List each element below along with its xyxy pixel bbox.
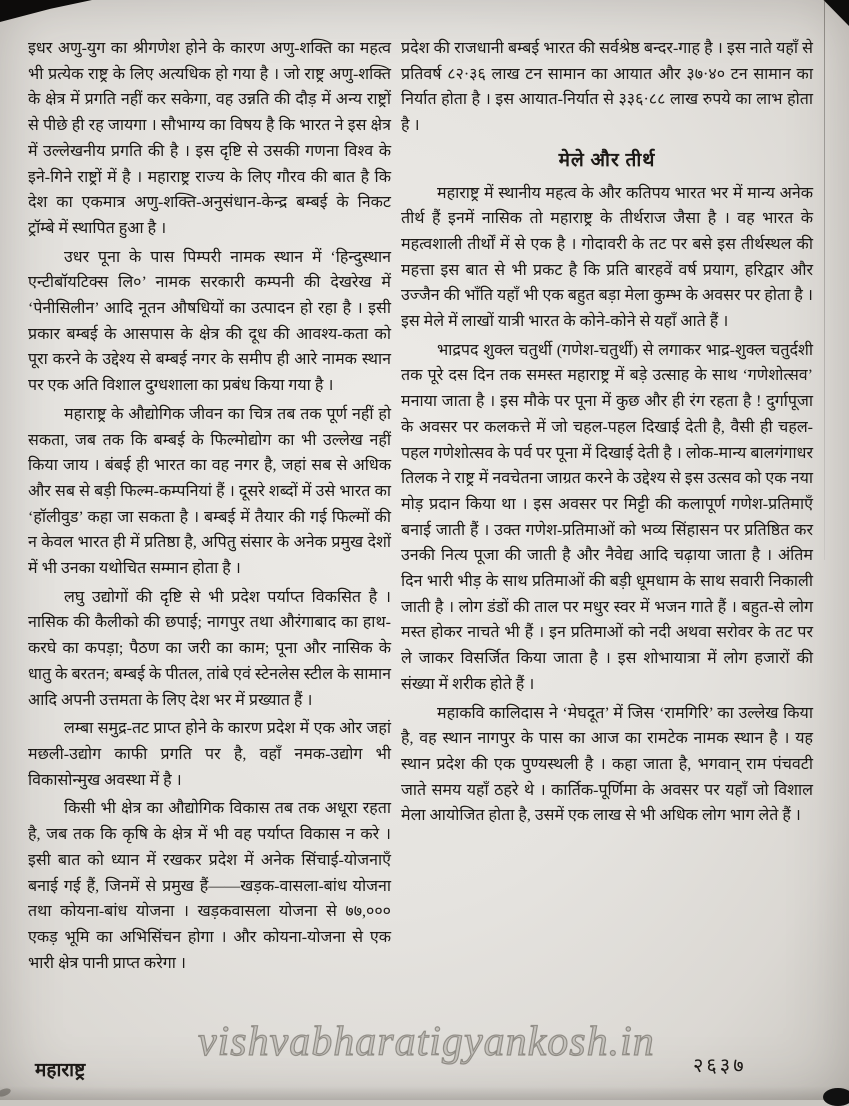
- paragraph: किसी भी क्षेत्र का औद्योगिक विकास तब तक अधूरा रहता है, जब तक कि कृषि के क्षेत्र में भी वह पर्याप्त विकास न करे । इसी बात को ध्यान में रखकर प्रदेश में अनेक सिंचाई-योजनाएँ बनाई गई हैं, जिनमें से प्रमुख हैं——खड़क-वासला-बांध योजना तथा कोयना-बांध योजना । खड़कवासला योजना से ७७,००० एकड़ भूमि का अभिसिंचन होगा । और कोयना-योजना से एक भारी क्षेत्र पानी प्राप्त करेगा ।: [28, 800, 391, 972]
- paragraph: प्रदेश की राजधानी बम्बई भारत की सर्वश्रेष्ठ बन्दर-गाह है । इस नाते यहाँ से प्रतिवर्ष ८२·३६ लाख टन सामान का आयात और ३७·४० टन सामान का निर्यात होता है । इस आयात-निर्यात से ३३६·८८ लाख रुपये का लाभ होता है ।: [401, 40, 813, 135]
- paragraph: महाराष्ट्र के औद्योगिक जीवन का चित्र तब तक पूर्ण नहीं हो सकता, जब तक कि बम्बई के फिल्मोद्योग का भी उल्लेख नहीं किया जाय । बंबई ही भारत का वह नगर है, जहां सब से अधिक और सब से बड़ी फिल्म-कम्पनियां हैं । दूसरे शब्दों में उसे भारत का ‘हॉलीवुड’ कहा जा सकता है । बम्बई में तैयार की गई फिल्मों की न केवल भारत ही में प्रतिष्ठा है, अपितु संसार के अनेक प्रमुख देशों में भी उनका यथोचित सम्मान होता है ।: [28, 405, 391, 578]
- watermark: vishvabharatigyankosh.in: [198, 1019, 655, 1065]
- paragraph: इधर अणु-युग का श्रीगणेश होने के कारण अणु-शक्ति का महत्व भी प्रत्येक राष्ट्र के लिए अत्यधिक हो गया है । जो राष्ट्र अणु-शक्ति के क्षेत्र में प्रगति नहीं कर सकेगा, वह उन्नति की दौड़ में अन्य राष्ट्रों से पीछे ही रह जायगा । सौभाग्य का विषय है कि भारत ने इस क्षेत्र में उल्लेखनीय प्रगति की है । इस दृष्टि से उसकी गणना विश्व के इने-गिने राष्ट्रों में है । महाराष्ट्र राज्य के लिए गौरव की बात है कि देश का एकमात्र अणु-शक्ति-अनुसंधान-केन्द्र बम्बई के निकट ट्रॉम्बे में स्थापित हुआ है ।: [28, 40, 391, 237]
- paragraph: भाद्रपद शुक्ल चतुर्थी (गणेश-चतुर्थी) से लगाकर भाद्र-शुक्ल चतुर्दशी तक पूरे दस दिन तक समस्त महाराष्ट्र में बड़े उत्साह के साथ ‘गणेशोत्सव’ मनाया जाता है । इस मौके पर पूना में कुछ और ही रंग रहता है ! दुर्गापूजा के अवसर पर कलकत्ते में जो चहल-पहल दिखाई देती है, वैसी ही चहल-पहल गणेशोत्सव के पर्व पर पूना में दिखाई देती है । लोक-मान्य बालगंगाधर तिलक ने राष्ट्र में नवचेतना जाग्रत करने के उद्देश्य से इस उत्सव को एक नया मोड़ प्रदान किया था । इस अवसर पर मिट्टी की कलापूर्ण गणेश-प्रतिमाएँ बनाई जाती हैं । उक्त गणेश-प्रतिमाओं को भव्य सिंहासन पर प्रतिष्ठित कर उनकी नित्य पूजा की जाती है और नैवेद्य आदि चढ़ाया जाता है । अंतिम दिन भारी भीड़ के साथ प्रतिमाओं की बड़ी धूमधाम के साथ सवारी निकाली जाती है । लोग डंडों की ताल पर मधुर स्वर में भजन गाते हैं । बहुत-से लोग मस्त होकर नाचते भी हैं । इन प्रतिमाओं को नदी अथवा सरोवर के तट पर ले जाकर विसर्जित किया जाता है । इस शोभायात्रा में लोग हजारों की संख्या में शरीक होते हैं ।: [401, 341, 813, 693]
- right-text-column: [401, 36, 813, 832]
- scan-bottom-shadow: [0, 1086, 849, 1100]
- paragraph: लघु उद्योगों की दृष्टि से भी प्रदेश पर्याप्त विकसित है । नासिक की कैलीको की छपाई; नागपुर तथा औरंगाबाद का हाथ-करघे का कपड़ा; पैठण का जरी का काम; पूना और नासिक के धातु के बरतन; बम्बई के पीतल, तांबे एवं स्टेनलेस स्टील के सामान आदि अपनी उत्तमता के लिए देश भर में प्रख्यात हैं ।: [28, 588, 391, 709]
- left-text-column: [28, 36, 391, 979]
- page-edge-line: [824, 0, 825, 560]
- paragraph: उधर पूना के पास पिम्परी नामक स्थान में ‘हिन्दुस्थान एन्टीबॉयटिक्स लि०’ नामक सरकारी कम्पनी की देखरेख में ‘पेनीसिलीन’ आदि नूतन औषधियों का उत्पादन हो रहा है । इसी प्रकार बम्बई के आसपास के क्षेत्र की दूध की आवश्य-कता को पूरा करने के उद्देश्य से बम्बई नगर के समीप ही आरे नामक स्थान पर एक अति विशाल दुग्धशाला का प्रबंध किया गया है ।: [28, 248, 391, 395]
- footer-running-title: महाराष्ट्र: [35, 1060, 86, 1081]
- scan-artifact-bottom-right: [823, 1088, 849, 1106]
- paragraph: लम्बा समुद्र-तट प्राप्त होने के कारण प्रदेश में एक ओर जहां मछली-उद्योग काफी प्रगति पर है, वहाँ नमक-उद्योग भी विकासोन्मुख अवस्था में है ।: [28, 720, 391, 789]
- footer-page-number: २६३७: [693, 1055, 747, 1077]
- scan-artifact-top-left: [0, 0, 92, 22]
- section-heading: मेले और तीर्थ: [558, 149, 656, 171]
- paragraph: महाकवि कालिदास ने ‘मेघदूत’ में जिस ‘रामगिरि’ का उल्लेख किया है, वह स्थान नागपुर के पास का आज का रामटेक नामक स्थान है । यह स्थान प्रदेश की एक पुण्यस्थली है । कहा जाता है, भगवान् राम पंचवटी जाते समय यहाँ ठहरे थे । कार्तिक-पूर्णिमा के अवसर पर यहाँ जो विशाल मेला आयोजित होता है, उसमें एक लाख से भी अधिक लोग भाग लेते हैं ।: [401, 704, 813, 825]
- paragraph: महाराष्ट्र में स्थानीय महत्व के और कतिपय भारत भर में मान्य अनेक तीर्थ हैं इनमें नासिक तो महाराष्ट्र के तीर्थराज जैसा है । वह भारत के महत्वशाली तीर्थों में से एक है । गोदावरी के तट पर बसे इस तीर्थस्थल की महत्ता इस बात से भी प्रकट है कि प्रति बारहवें वर्ष प्रयाग, हरिद्वार और उज्जैन की भाँति यहाँ भी एक बहुत बड़ा मेला कुम्भ के अवसर पर होता है । इस मेले में लाखों यात्री भारत के कोने-कोने से यहाँ आते हैं ।: [401, 184, 813, 331]
